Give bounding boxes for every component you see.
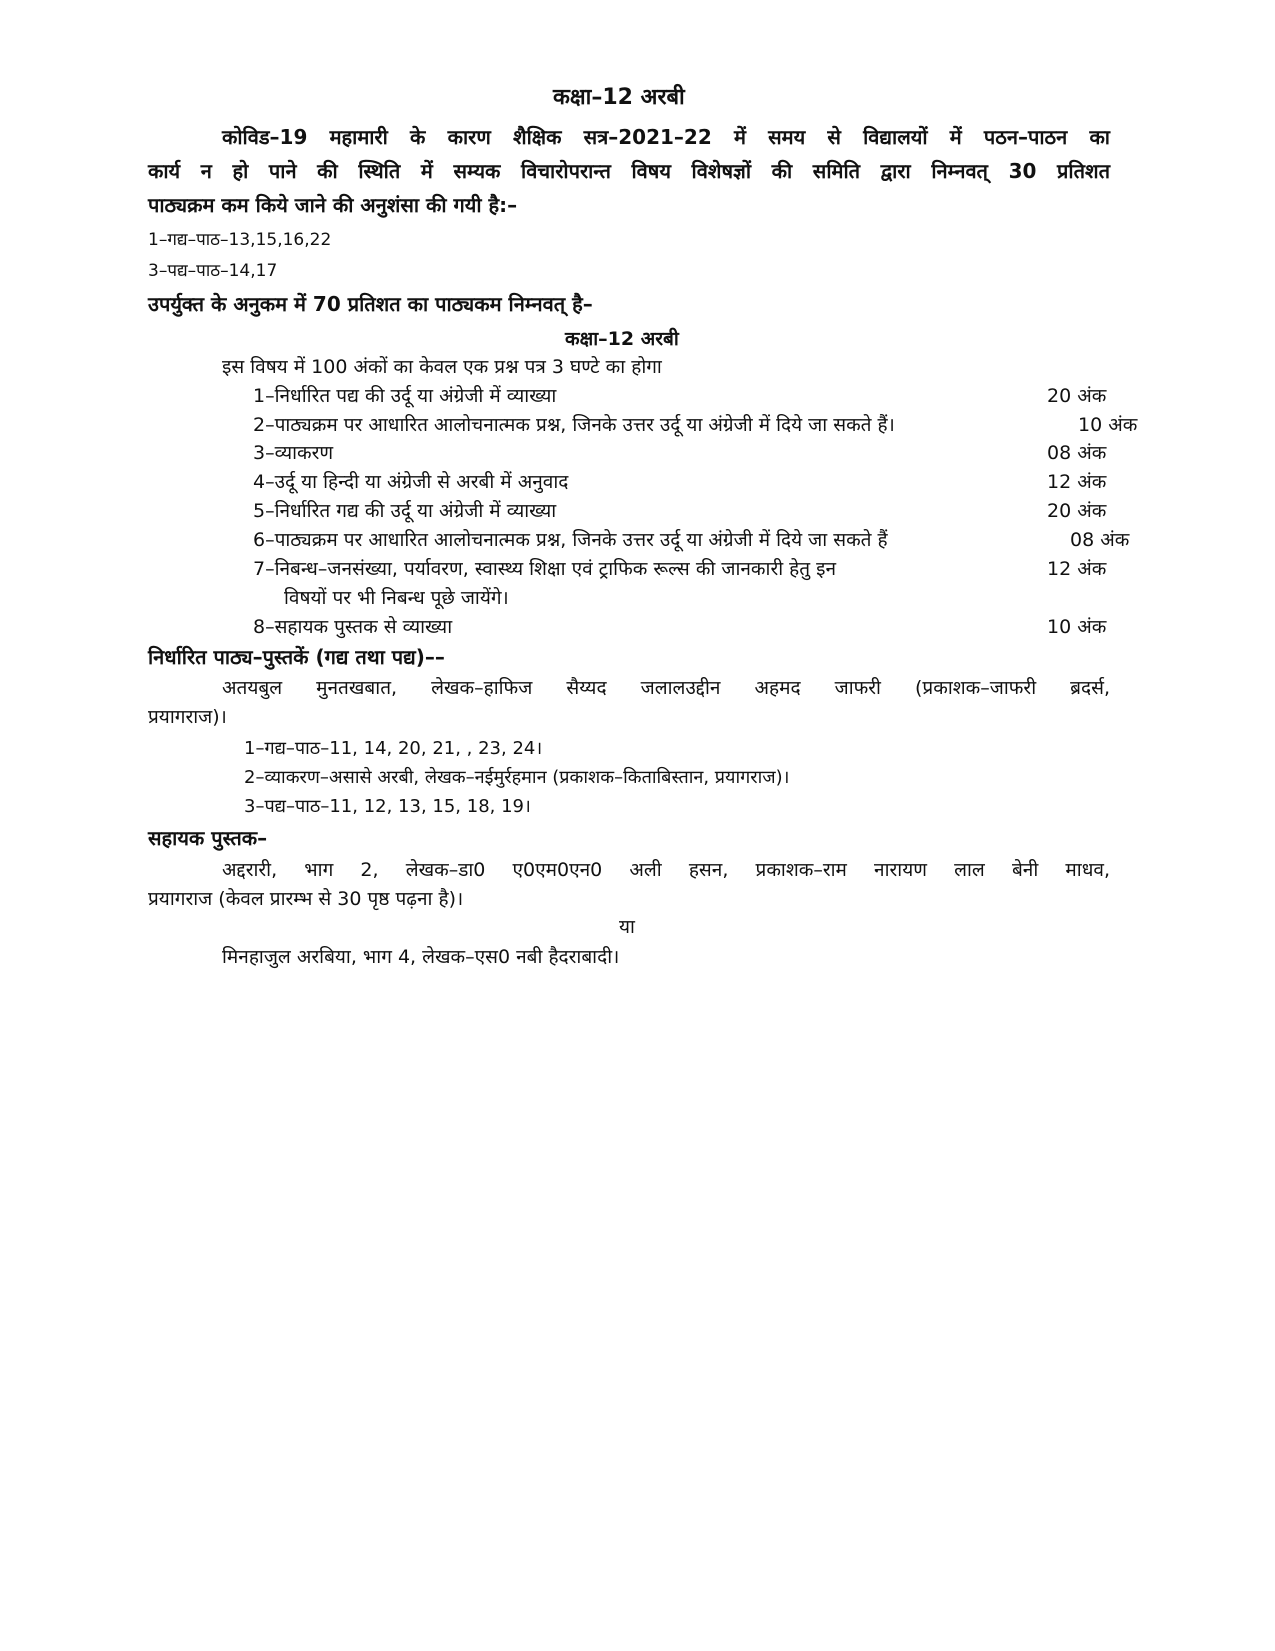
page-title: कक्षा–12 अरबी bbox=[553, 85, 685, 110]
syllabus-item-4: 4–उर्दू या हिन्दी या अंग्रेजी से अरबी में अनुवाद bbox=[253, 471, 569, 493]
syllabus-marks-6: 08 अंक bbox=[1070, 529, 1130, 551]
syllabus-marks-8: 10 अंक bbox=[1047, 616, 1107, 638]
helper-book-line-1: अद्दरारी, भाग 2, लेखक–डा0 ए0एम0एन0 अली हसन, प्रकाशक–राम नारायण लाल बेनी माधव, bbox=[222, 859, 1110, 881]
textbook-main-line-2: प्रयागराज)। bbox=[148, 706, 227, 728]
helper-book-heading: सहायक पुस्तक– bbox=[148, 826, 268, 850]
helper-book-line-2: प्रयागराज (केवल प्रारम्भ से 30 पृष्ठ पढ़ना है)। bbox=[148, 888, 464, 910]
syllabus-item-5: 5–निर्धारित गद्य की उर्दू या अंग्रेजी में व्याख्या bbox=[253, 500, 557, 522]
section-subtitle: कक्षा–12 अरबी bbox=[565, 328, 679, 350]
syllabus-item-3: 3–व्याकरण bbox=[253, 442, 334, 464]
textbook-item-3: 3–पद्य–पाठ–11, 12, 13, 15, 18, 19। bbox=[244, 796, 531, 817]
syllabus-marks-1: 20 अंक bbox=[1047, 385, 1107, 407]
intro-line-2: कार्य न हो पाने की स्थिति में सम्यक विचारोपरान्त विषय विशेषज्ञों की समिति द्वारा निम्नवत् 30 प्रतिशत bbox=[148, 159, 1110, 183]
seventy-percent-heading: उपर्युक्त के अनुकम में 70 प्रतिशत का पाठ्यकम निम्नवत् है– bbox=[148, 292, 593, 316]
syllabus-marks-4: 12 अंक bbox=[1047, 471, 1107, 493]
syllabus-item-8: 8–सहायक पुस्तक से व्याख्या bbox=[253, 616, 453, 638]
textbook-main-line-1: अतयबुल मुनतखबात, लेखक–हाफिज सैय्यद जलालउद्दीन अहमद जाफरी (प्रकाशक–जाफरी ब्रदर्स, bbox=[222, 677, 1110, 699]
paper-info: इस विषय में 100 अंकों का केवल एक प्रश्न पत्र 3 घण्टे का होगा bbox=[222, 356, 662, 378]
syllabus-marks-2: 10 अंक bbox=[1078, 414, 1138, 436]
textbook-item-2: 2–व्याकरण–असासे अरबी, लेखक–नईमुर्रहमान (प्रकाशक–किताबिस्तान, प्रयागराज)। bbox=[244, 767, 790, 788]
syllabus-item-7: 7–निबन्ध–जनसंख्या, पर्यावरण, स्वास्थ्य शिक्षा एवं ट्राफिक रूल्स की जानकारी हेतु इन bbox=[253, 558, 837, 580]
syllabus-marks-7: 12 अंक bbox=[1047, 558, 1107, 580]
textbooks-heading: निर्धारित पाठ्य–पुस्तकें (गद्य तथा पद्य)–– bbox=[148, 645, 445, 669]
syllabus-marks-5: 20 अंक bbox=[1047, 500, 1107, 522]
reduced-item-2: 3–पद्य–पाठ–14,17 bbox=[148, 261, 278, 281]
syllabus-item-1: 1–निर्धारित पद्य की उर्दू या अंग्रेजी में व्याख्या bbox=[253, 385, 557, 407]
intro-line-1: कोविड–19 महामारी के कारण शैक्षिक सत्र–2021–22 में समय से विद्यालयों में पठन–पाठन का bbox=[222, 125, 1110, 149]
reduced-item-1: 1–गद्य–पाठ–13,15,16,22 bbox=[148, 230, 332, 250]
syllabus-item-7-continued: विषयों पर भी निबन्ध पूछे जायेंगे। bbox=[284, 587, 509, 609]
or-separator: या bbox=[619, 916, 635, 938]
helper-book-alternative: मिनहाजुल अरबिया, भाग 4, लेखक–एस0 नबी हैदराबादी। bbox=[222, 946, 620, 968]
syllabus-item-6: 6–पाठ्यक्रम पर आधारित आलोचनात्मक प्रश्न, जिनके उत्तर उर्दू या अंग्रेजी में दिये जा सकते हैं bbox=[253, 529, 888, 551]
textbook-item-1: 1–गद्य–पाठ–11, 14, 20, 21, , 23, 24। bbox=[244, 738, 543, 759]
syllabus-marks-3: 08 अंक bbox=[1047, 442, 1107, 464]
syllabus-item-2: 2–पाठ्यक्रम पर आधारित आलोचनात्मक प्रश्न, जिनके उत्तर उर्दू या अंग्रेजी में दिये जा सकते हैं। bbox=[253, 414, 895, 436]
intro-line-3: पाठ्यक्रम कम किये जाने की अनुशंसा की गयी है:– bbox=[148, 193, 518, 217]
